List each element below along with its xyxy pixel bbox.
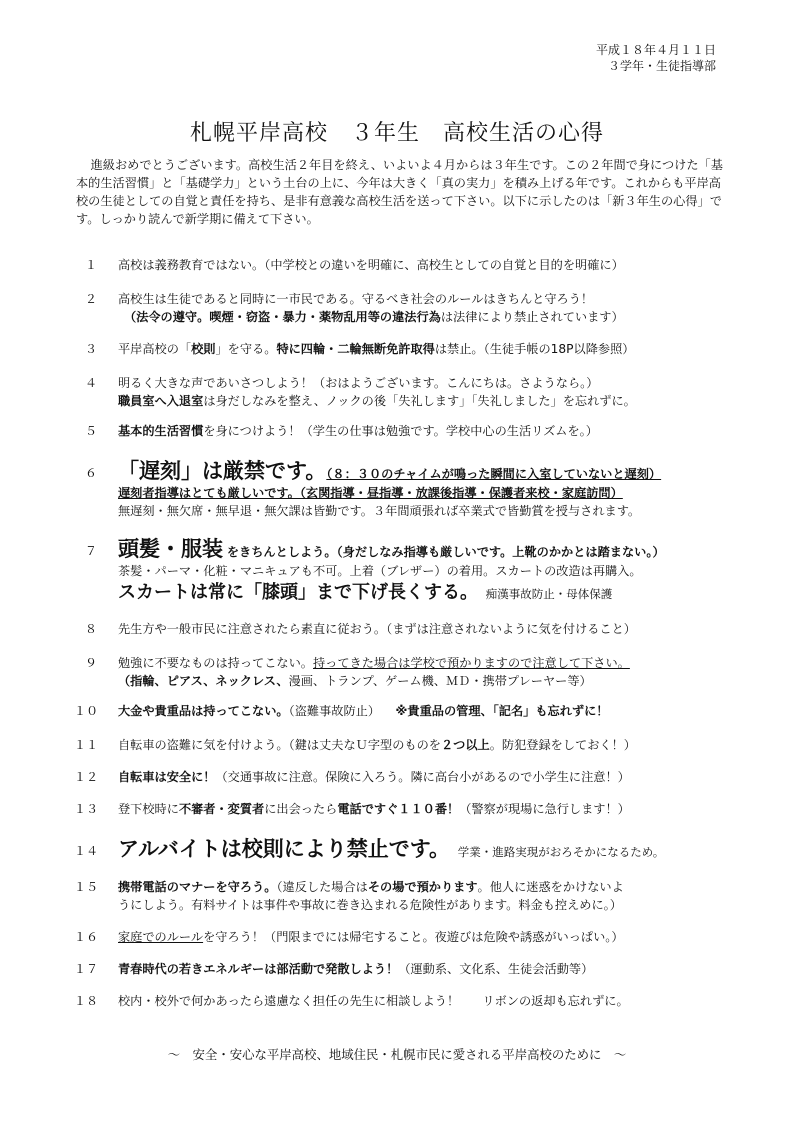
item-text: （運動系、文化系、生徒会活動等） xyxy=(398,962,594,976)
item-heading: アルバイトは校則により禁止です。 xyxy=(118,837,451,861)
item-text: （交通事故に注意。保険に入ろう。隣に高台小があるので小学生に注意！） xyxy=(215,770,630,784)
item-text: 高校は義務教育ではない。（中学校との違いを明確に、高校生としての自覚と目的を明確に） xyxy=(118,258,624,272)
item-text-bold: 携帯電話のマナーを守ろう。 xyxy=(118,880,277,894)
item-text: 。他人に迷惑をかけないよ xyxy=(477,880,624,894)
item-text-bold: 遅刻者指導はとても厳しいです。（玄関指導・昼指導・放課後指導・保護者来校・家庭訪問） xyxy=(118,486,623,500)
item-number: １５ xyxy=(73,880,99,894)
item-number: １６ xyxy=(73,930,99,944)
item-text-bold: 不審者・変質者 xyxy=(178,802,265,816)
issue-date: 平成１８年４月１１日 xyxy=(595,43,716,57)
document-header xyxy=(596,42,716,74)
item-text: 漫画、トランプ、ゲーム機、ＭＤ・携帯プレーヤー等） xyxy=(288,674,592,688)
item-text: 学業・進路実現がおろそかになるため。 xyxy=(457,845,665,859)
item-text-bold: 校則 xyxy=(191,342,216,356)
item-number: ３ xyxy=(84,342,98,356)
item-number: ７ xyxy=(84,544,98,558)
item-text-bold: 職員室へ入退室 xyxy=(118,394,204,408)
item-text-bold: 自転車は安全に！ xyxy=(118,770,216,784)
issuing-department: ３学年・生徒指導部 xyxy=(607,59,716,73)
item-text-bold: 青春時代の若きエネルギーは部活動で発散しよう！ xyxy=(118,962,399,976)
page-title: 札幌平岸高校 ３年生 高校生活の心得 xyxy=(189,121,604,146)
item-text-bold: その場で預かります xyxy=(367,880,478,894)
item-text: は法律により禁止されています） xyxy=(440,310,624,324)
intro-paragraph: 進級おめでとうございます。高校生活２年目を終え、いよいよ４月からは３年生です。この２年間で身につけた「基本的生活習慣」と「基礎学力」という土台の上に、今年は大きく「真の実力」を積み上げる年です。これからも平岸高校の生徒としての自覚と責任を持ち、是非有意義な高校生活を送って下さい。以下に示したのは「新３年生の心得」です。しっかり読んで新学期に備えて下さい。 xyxy=(76,158,723,226)
item-heading: スカートは常に「膝頭」まで下げ長くする。 xyxy=(118,582,478,603)
item-text: 明るく大きな声であいさつしよう！（おはようございます。こんにちは。さようなら。） xyxy=(118,376,599,390)
item-text: うにしよう。有料サイトは事件や事故に巻き込まれる危険性があります。料金も控えめに。） xyxy=(118,898,622,912)
item-text-bold: 特に四輪・二輪無断免許取得 xyxy=(276,342,435,356)
item-number: １８ xyxy=(73,994,99,1008)
footer-slogan: ～ 安全・安心な平岸高校、地域住民・札幌市民に愛される平岸高校のために ～ xyxy=(167,1047,627,1062)
item-text: 」を守る。 xyxy=(215,342,277,356)
item-text-bold: ２つ以上 xyxy=(440,738,490,752)
item-text: リボンの返却も忘れずに。 xyxy=(482,994,629,1008)
item-text: 持ってきた場合は学校で預かりますので注意して下さい。 xyxy=(313,656,630,670)
item-heading: 「遅刻」は厳禁です。 xyxy=(118,459,327,483)
item-text-bold: 大金や貴重品は持ってこない。 xyxy=(118,704,289,718)
item-number: ４ xyxy=(84,376,98,390)
item-text: 家庭でのルール xyxy=(118,930,204,944)
item-number: １７ xyxy=(73,962,99,976)
item-text: 茶髪・パーマ・化粧・マニキュアも不可。上着（ブレザー）の着用。スカートの改造は再購入。 xyxy=(118,564,642,578)
item-number: ９ xyxy=(84,656,98,670)
item-text-bold: 電話ですぐ１１０番！ xyxy=(337,802,460,816)
item-text: 平岸高校の「 xyxy=(118,342,192,356)
item-number: ２ xyxy=(84,292,98,306)
item-text: 高校生は生徒であると同時に一市民である。守るべき社会のルールはきちんと守ろう！ xyxy=(118,292,594,306)
item-number: １２ xyxy=(73,770,99,784)
item-text-bold: （法令の遵守。喫煙・窃盗・暴力・薬物乱用等の違法行為 xyxy=(124,310,441,324)
item-text-bold: （８：３０のチャイムが鳴った瞬間に入室していないと遅刻） xyxy=(326,467,662,481)
item-number: １３ xyxy=(73,802,99,816)
item-text: （違反した場合は xyxy=(276,880,368,894)
item-text: は禁止。（生徒手帳の18P以降参照） xyxy=(434,342,635,356)
item-text-bold: ※貴重品の管理、「記名」も忘れずに！ xyxy=(395,704,609,718)
item-number: ５ xyxy=(84,424,98,438)
item-text: （警察が現場に急行します！） xyxy=(459,802,630,816)
item-text: 痴漢事故防止・母体保護 xyxy=(485,587,613,601)
item-text: 自転車の盗難に気を付けよう。（鍵は丈夫なＵ字型のものを xyxy=(118,738,441,752)
item-text-bold: 基本的生活習慣 xyxy=(118,424,204,438)
item-heading: 頭髪・服装 xyxy=(118,537,223,561)
item-number: １１ xyxy=(73,738,99,752)
item-text-bold: をきちんとしよう。（身だしなみ指導も厳しいです。上靴のかかとは踏まない。） xyxy=(226,545,665,559)
item-text: 無遅刻・無欠席・無早退・無欠課は皆勤です。３年間頑張れば卒業式で皆勤賞を授与されます。 xyxy=(118,504,641,518)
item-number: １０ xyxy=(73,704,99,718)
item-text: は身だしなみを整え、ノックの後「失礼します」「失礼しました」を忘れずに。 xyxy=(203,394,636,408)
item-number: １４ xyxy=(73,844,99,858)
item-text: 勉強に不要なものは持ってこない。 xyxy=(118,656,313,670)
item-text: を守ろう！（門限までには帰宅すること。夜遊びは危険や誘惑がいっぱい。） xyxy=(203,930,624,944)
item-number: ８ xyxy=(84,622,98,636)
item-number: ６ xyxy=(84,466,98,480)
item-text: 登下校時に xyxy=(118,802,179,816)
item-text: に出会ったら xyxy=(264,802,338,816)
item-text: 先生方や一般市民に注意されたら素直に従おう。（まずは注意されないように気を付けること） xyxy=(118,622,636,636)
item-text: 。防犯登録をしておく！） xyxy=(489,738,636,752)
item-number: １ xyxy=(84,258,98,272)
item-text: 校内・校外で何かあったら遠慮なく担任の先生に相談しよう！ xyxy=(118,994,460,1008)
item-text: を身につけよう！（学生の仕事は勉強です。学校中心の生活リズムを。） xyxy=(203,424,598,438)
item-text: （盗難事故防止） xyxy=(288,704,381,718)
item-text-bold: （指輪、ピアス、ネックレス、 xyxy=(118,674,289,688)
